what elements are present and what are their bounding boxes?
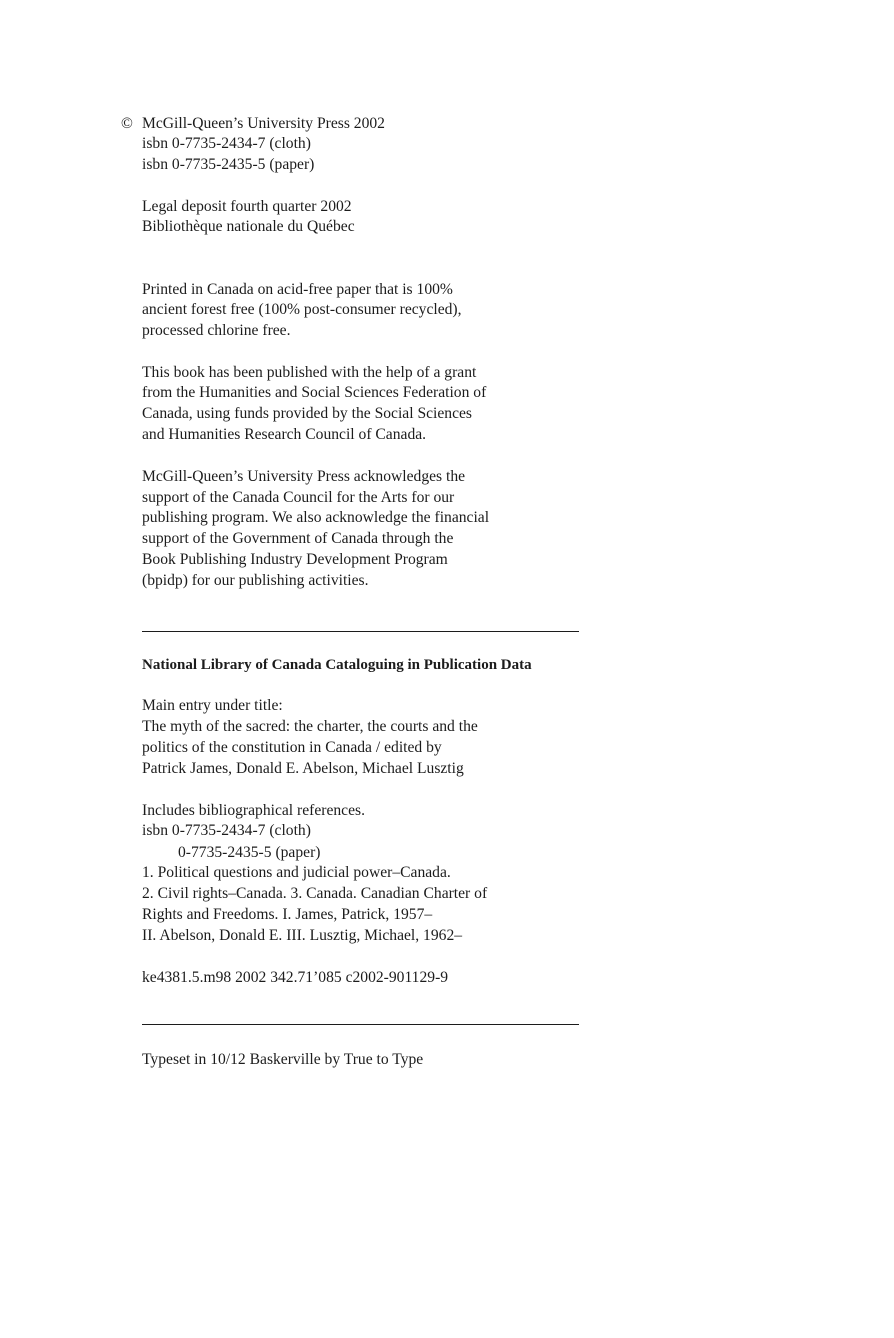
ack-line-4: support of the Government of Canada through the [142, 530, 454, 547]
ack-line-2: support of the Canada Council for the Arts for our [142, 489, 455, 506]
cip-title-line-1: The myth of the sacred: the charter, the courts and the [142, 718, 478, 735]
ack-line-5: Book Publishing Industry Development Program [142, 551, 448, 568]
legal-deposit: Legal deposit fourth quarter 2002 [142, 198, 352, 215]
cip-subject-4: II. Abelson, Donald E. III. Lusztig, Michael, 1962– [142, 927, 463, 944]
cip-biblio: Includes bibliographical references. [142, 802, 365, 819]
ack-line-1: McGill-Queen’s University Press acknowledges the [142, 468, 466, 485]
printed-line-2: ancient forest free (100% post-consumer recycled), [142, 301, 462, 318]
copyright-symbol: © [121, 115, 133, 132]
isbn-cloth: isbn 0-7735-2434-7 (cloth) [142, 135, 311, 152]
printed-line-1: Printed in Canada on acid-free paper that is 100% [142, 281, 453, 298]
cip-heading: National Library of Canada Cataloguing in Publication Data [142, 657, 532, 673]
ack-line-6: (bpidp) for our publishing activities. [142, 572, 369, 589]
copyright-holder: McGill-Queen’s University Press 2002 [142, 115, 385, 132]
grant-line-2: from the Humanities and Social Sciences Federation of [142, 384, 487, 401]
isbn-paper: isbn 0-7735-2435-5 (paper) [142, 156, 315, 173]
grant-line-3: Canada, using funds provided by the Social Sciences [142, 405, 472, 422]
cip-classification: ke4381.5.m98 2002 342.71’085 c2002-901129-9 [142, 969, 449, 986]
divider-top [142, 631, 579, 632]
cip-subject-2: 2. Civil rights–Canada. 3. Canada. Canadian Charter of [142, 885, 488, 902]
ack-line-3: publishing program. We also acknowledge the financial [142, 509, 490, 526]
cip-title-line-3: Patrick James, Donald E. Abelson, Michael Lusztig [142, 760, 464, 777]
divider-bottom [142, 1024, 579, 1025]
cip-isbn-paper: 0-7735-2435-5 (paper) [178, 844, 321, 861]
printed-line-3: processed chlorine free. [142, 322, 291, 339]
typeset-note: Typeset in 10/12 Baskerville by True to Type [142, 1051, 424, 1068]
cip-isbn-cloth: isbn 0-7735-2434-7 (cloth) [142, 822, 311, 839]
cip-subject-3: Rights and Freedoms. I. James, Patrick, 1957– [142, 906, 433, 923]
cip-title-line-2: politics of the constitution in Canada / edited by [142, 739, 442, 756]
grant-line-1: This book has been published with the help of a grant [142, 364, 477, 381]
cip-subject-1: 1. Political questions and judicial power–Canada. [142, 864, 451, 881]
bibliotheque-nationale: Bibliothèque nationale du Québec [142, 218, 355, 235]
cip-entry-label: Main entry under title: [142, 697, 283, 714]
grant-line-4: and Humanities Research Council of Canada. [142, 426, 427, 443]
